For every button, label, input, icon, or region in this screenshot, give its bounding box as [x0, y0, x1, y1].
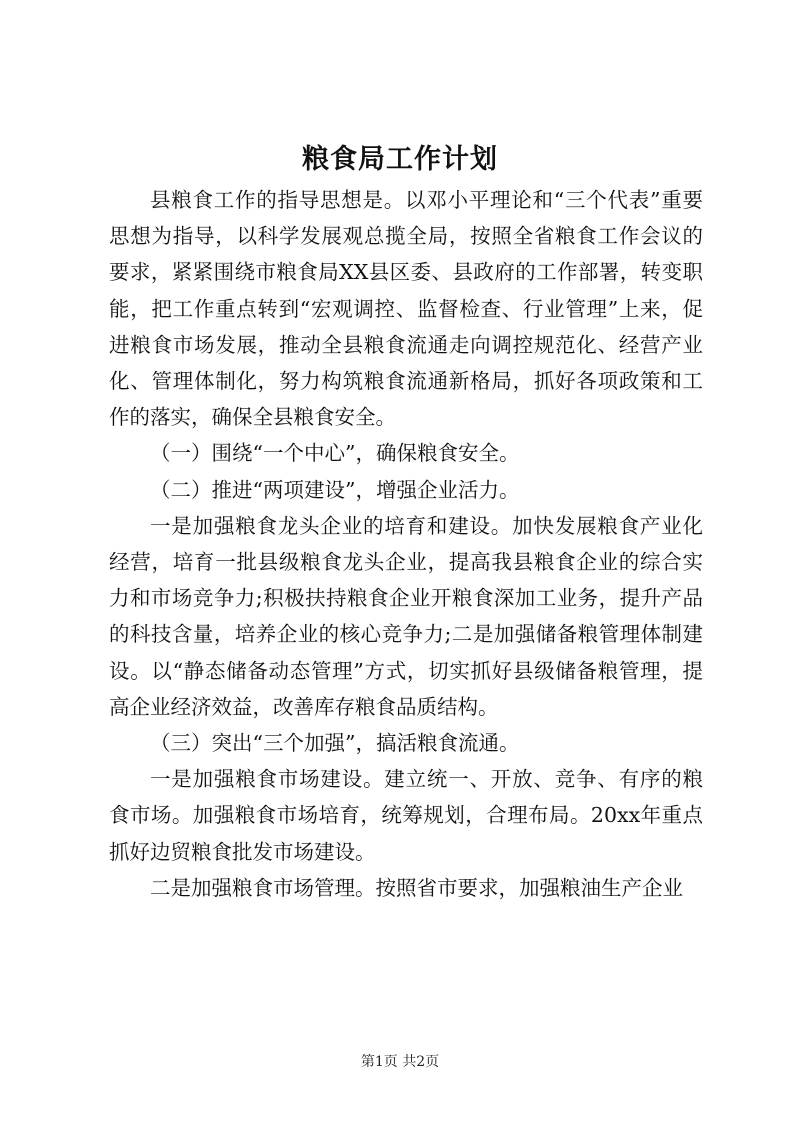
paragraph-enterprise-building: 一是加强粮食龙头企业的培育和建设。加快发展粮食产业化经营，培育一批县级粮食龙头企业，提高我县粮食企业的综合实力和市场竞争力;积极扶持粮食企业开粮食深加工业务，提升产品的科技含量，培养企业的核心竞争力;二是加强储备粮管理体制建设。以“静态储备动态管理”方式，切实抓好县级储备粮管理，提高企业经济效益，改善库存粮食品质结构。: [109, 513, 703, 719]
document-body: [109, 182, 703, 906]
section-heading-2: （二）推进“两项建设”，增强企业活力。: [150, 477, 520, 502]
paragraph-market-construction: 一是加强粮食市场建设。建立统一、开放、竞争、有序的粮食市场。加强粮食市场培育，统筹规划，合理布局。20xx年重点抓好边贸粮食批发市场建设。: [109, 767, 703, 864]
document-title: 粮食局工作计划: [302, 144, 498, 175]
page-footer: 第1页 共2页: [360, 1054, 440, 1070]
section-heading-1: （一）围绕“一个中心”，确保粮食安全。: [150, 441, 520, 466]
paragraph-market-management: 二是加强粮食市场管理。按照省市要求，加强粮油生产企业: [150, 875, 683, 900]
section-heading-3: （三）突出“三个加强”，搞活粮食流通。: [150, 731, 520, 756]
paragraph-guiding-thought: 县粮食工作的指导思想是。以邓小平理论和“三个代表”重要思想为指导，以科学发展观总揽全局，按照全省粮食工作会议的要求，紧紧围绕市粮食局XX县区委、县政府的工作部署，转变职能，把工作重点转到“宏观调控、监督检查、行业管理”上来，促进粮食市场发展，推动全县粮食流通走向调控规范化、经营产业化、管理体制化，努力构筑粮食流通新格局，抓好各项政策和工作的落实，确保全县粮食安全。: [109, 188, 703, 430]
